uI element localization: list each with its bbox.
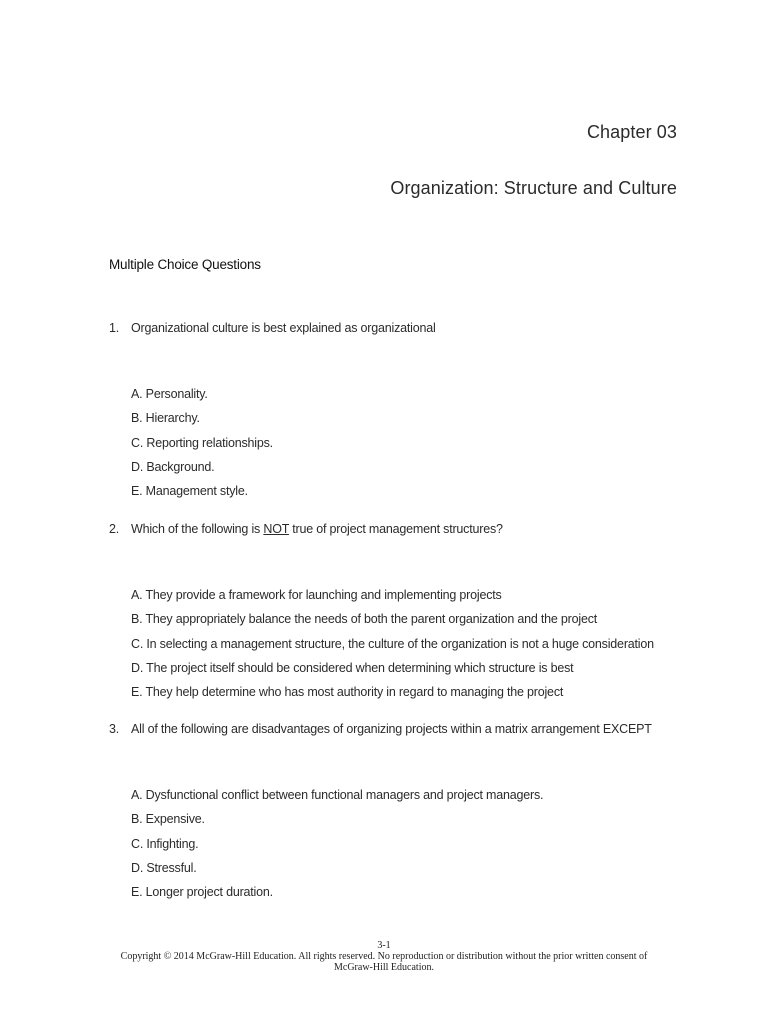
answer-option: E. Management style. <box>131 484 248 498</box>
answer-option: A. They provide a framework for launching and implementing projects <box>131 588 502 602</box>
question-text <box>131 521 503 537</box>
answer-option: D. Background. <box>131 459 215 474</box>
answer-option: B. Hierarchy. <box>131 411 200 426</box>
question-1 <box>109 320 709 503</box>
answer-option: B. They appropriately balance the needs of both the parent organization and the project <box>131 612 598 627</box>
page-footer <box>0 940 768 973</box>
question-text: Organizational culture is best explained as organizational <box>131 321 436 335</box>
question-stem <box>109 521 709 537</box>
answer-options <box>131 382 709 503</box>
answer-option: C. Reporting relationships. <box>131 435 273 450</box>
question-2 <box>109 521 709 704</box>
answer-option: A. Personality. <box>131 387 208 401</box>
answer-option: C. Infighting. <box>131 836 199 851</box>
answer-option: B. Expensive. <box>131 812 205 827</box>
question-3 <box>109 721 709 904</box>
answer-option: C. In selecting a management structure, the culture of the organization is not a huge consideration <box>131 636 654 651</box>
copyright-notice: Copyright © 2014 McGraw-Hill Education. All rights reserved. No reproduction or distribution without the prior written consent of McGraw-Hill Education. <box>120 951 648 973</box>
answer-option: E. They help determine who has most authority in regard to managing the project <box>131 685 564 699</box>
chapter-subtitle: Organization: Structure and Culture <box>390 178 677 198</box>
page-number: 3-1 <box>377 940 391 951</box>
question-number: 3. <box>109 722 120 736</box>
answer-option: A. Dysfunctional conflict between functional managers and project managers. <box>131 788 544 802</box>
answer-options <box>131 783 709 904</box>
answer-option: E. Longer project duration. <box>131 885 273 899</box>
question-stem <box>109 721 709 737</box>
answer-options <box>131 583 709 704</box>
chapter-title: Chapter 03 <box>586 122 677 142</box>
answer-option: D. The project itself should be considered when determining which structure is best <box>131 660 574 675</box>
question-number: 2. <box>109 522 120 536</box>
question-stem <box>109 320 709 336</box>
question-emphasis: NOT <box>263 522 289 536</box>
question-text: All of the following are disadvantages of organizing projects within a matrix arrangement EXCEPT <box>131 722 652 736</box>
question-text-part: true of project management structures? <box>288 522 503 536</box>
question-number: 1. <box>109 321 120 335</box>
answer-option: D. Stressful. <box>131 860 197 875</box>
section-title: Multiple Choice Questions <box>109 257 261 272</box>
question-text-part: Which of the following is <box>131 522 264 536</box>
